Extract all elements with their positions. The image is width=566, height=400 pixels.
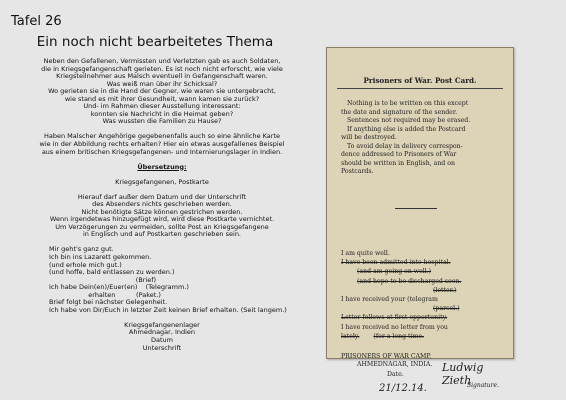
postcard-option-struck: (parcel.) <box>433 305 460 313</box>
page-title: Ein noch nicht bearbeitetes Thema <box>36 34 274 50</box>
postcard-option <box>341 332 505 341</box>
postcard-title-rule <box>337 88 503 89</box>
translation-notice <box>12 194 312 239</box>
postcard-option-struck: (for a long time. <box>373 332 424 340</box>
text-column <box>12 58 312 352</box>
postcard-date-label: Date. <box>387 371 404 378</box>
translation-notice-line: in Englisch und auf Postkarten geschrieben sein. <box>83 230 241 239</box>
postcard-option-struck: Letter follows at first opportunity. <box>341 314 448 322</box>
postcard-signature-handwritten: Ludwig Zieth <box>442 361 484 387</box>
postcard-title: Prisoners of War. Post Card. <box>363 76 477 85</box>
postcard-option: I am quite well. <box>341 250 390 257</box>
postcard-option-struck: lately. <box>341 332 360 340</box>
intro-line: die in Kriegsgefangenschaft gerieten. Es ist noch nicht erforscht, wie viele <box>41 64 283 73</box>
postcard-notice <box>341 100 505 177</box>
translation-line: erhalten (Paket.) <box>49 290 161 299</box>
postcard-notice-line: will be destroyed. <box>341 134 397 141</box>
postcard-option-struck: I have been admitted into hospital. <box>341 259 451 267</box>
translation-footer-line: Datum <box>151 335 173 344</box>
postcard-notice-line: the date and signature of the sender. <box>341 108 458 116</box>
intro-line: Was weiß man über ihr Schicksal? <box>106 79 218 88</box>
intro-line: Und- im Rahmen dieser Ausstellung interessant: <box>83 102 241 111</box>
intro-line: wie stand es mit ihrer Gesundheit, wann kamen sie zurück? <box>64 94 260 103</box>
postcard-signature-label: Signature. <box>467 382 499 389</box>
intro-paragraph <box>12 58 312 126</box>
translation-line: (und erhole mich gut.) <box>49 260 122 269</box>
translation-line: (Brief) <box>49 275 157 284</box>
translation-footer-line: Unterschrift <box>142 343 182 352</box>
intro-line: Neben den Gefallenen, Vermissten und Verletzten gab es auch Soldaten, <box>43 57 281 65</box>
question-line: Haben Malscher Angehörige gegebenenfalls auch so eine ähnliche Karte <box>43 132 281 141</box>
intro-line: Was wussten die Familien zu Hause? <box>102 117 222 126</box>
postcard-camp-place: AHMEDNAGAR, INDIA. <box>357 360 433 368</box>
postcard-notice-line: Postcards. <box>341 168 374 175</box>
translation-notice-line: Um Verzögerungen zu vermeiden, sollte Post an Kriegsgefangene <box>55 222 269 231</box>
postcard-image <box>326 47 514 394</box>
translation-line: Ich habe von Dir/Euch in letzter Zeit keinen Brief erhalten. (Seit langem.) <box>49 305 287 314</box>
translation-line: Ich habe Dein(en)/Euer(en) (Telegramm.) <box>49 283 189 292</box>
postcard-notice-line: If anything else is added the Postcard <box>347 125 466 133</box>
intro-line: Kriegsteilnehmer aus Malsch eventuell in Gefangenschaft waren. <box>56 72 268 81</box>
question-line: aus einem britischen Kriegsgefangenen- und Internierungslager in Indien. <box>41 147 283 156</box>
translation-notice-line: Nicht benötigte Sätze können gestrichen werden. <box>81 207 243 216</box>
postcard-divider <box>395 208 437 209</box>
postcard-options <box>341 249 505 341</box>
intro-line: Wo gerieten sie in die Hand der Gegner, wie waren sie untergebracht, <box>48 87 276 96</box>
postcard-camp-name: PRISONERS OF WAR CAMP, <box>341 353 432 360</box>
postcard-option-struck: (letter.) <box>433 286 457 294</box>
translation-notice-line: Wenn irgendetwas hinzugefügt wird, wird diese Postkarte vernichtet. <box>49 215 275 224</box>
postcard-notice-line: dence addressed to Prisoners of War <box>341 151 457 158</box>
postcard-notice-line: Sentences not required may be erased. <box>347 117 471 124</box>
question-line: wie in der Abbildung rechts erhalten? Hier ein etwas ausgefallenes Beispiel <box>39 139 285 148</box>
translation-title: Kriegsgefangenen, Postkarte <box>115 177 209 186</box>
postcard-notice-line: should be written in English, and on <box>341 159 455 167</box>
postcard-notice-line: To avoid delay in delivery correspon- <box>347 142 463 150</box>
postcard-option: I have received no letter from you <box>341 323 448 331</box>
translation-line: Mir geht's ganz gut. <box>49 245 114 254</box>
page-label: Tafel 26 <box>11 14 62 29</box>
translation-footer-line: Kriegsgefangenenlager <box>124 320 200 329</box>
question-paragraph <box>12 133 312 156</box>
translation-line: Ich bin ins Lazarett gekommen. <box>49 252 152 261</box>
intro-line: konnten sie Nachricht in die Heimat geben? <box>90 109 234 118</box>
translation-lines <box>12 246 312 314</box>
postcard-camp <box>341 353 432 368</box>
postcard-option-struck: (and hope to be discharged soon. <box>357 277 462 285</box>
translation-line: (und hoffe, bald entlassen zu werden.) <box>49 268 175 277</box>
translation-footer <box>12 322 312 352</box>
postcard-option-struck: (and am going on well.) <box>357 268 432 276</box>
postcard-date-handwritten: 21/12.14. <box>379 383 427 394</box>
postcard-notice-line: Nothing is to be written on this except <box>347 100 469 107</box>
postcard-option: I have received your (telegram <box>341 296 438 304</box>
translation-line: Brief folgt bei nächster Gelegenheit. <box>49 298 168 307</box>
translation-heading: Übersetzung: <box>137 162 187 171</box>
translation-notice-line: Hierauf darf außer dem Datum und der Unterschrift <box>77 192 247 201</box>
translation-notice-line: des Absenders nichts geschrieben werden. <box>92 200 232 209</box>
translation-footer-line: Ahmednagar, Indien <box>128 328 196 337</box>
